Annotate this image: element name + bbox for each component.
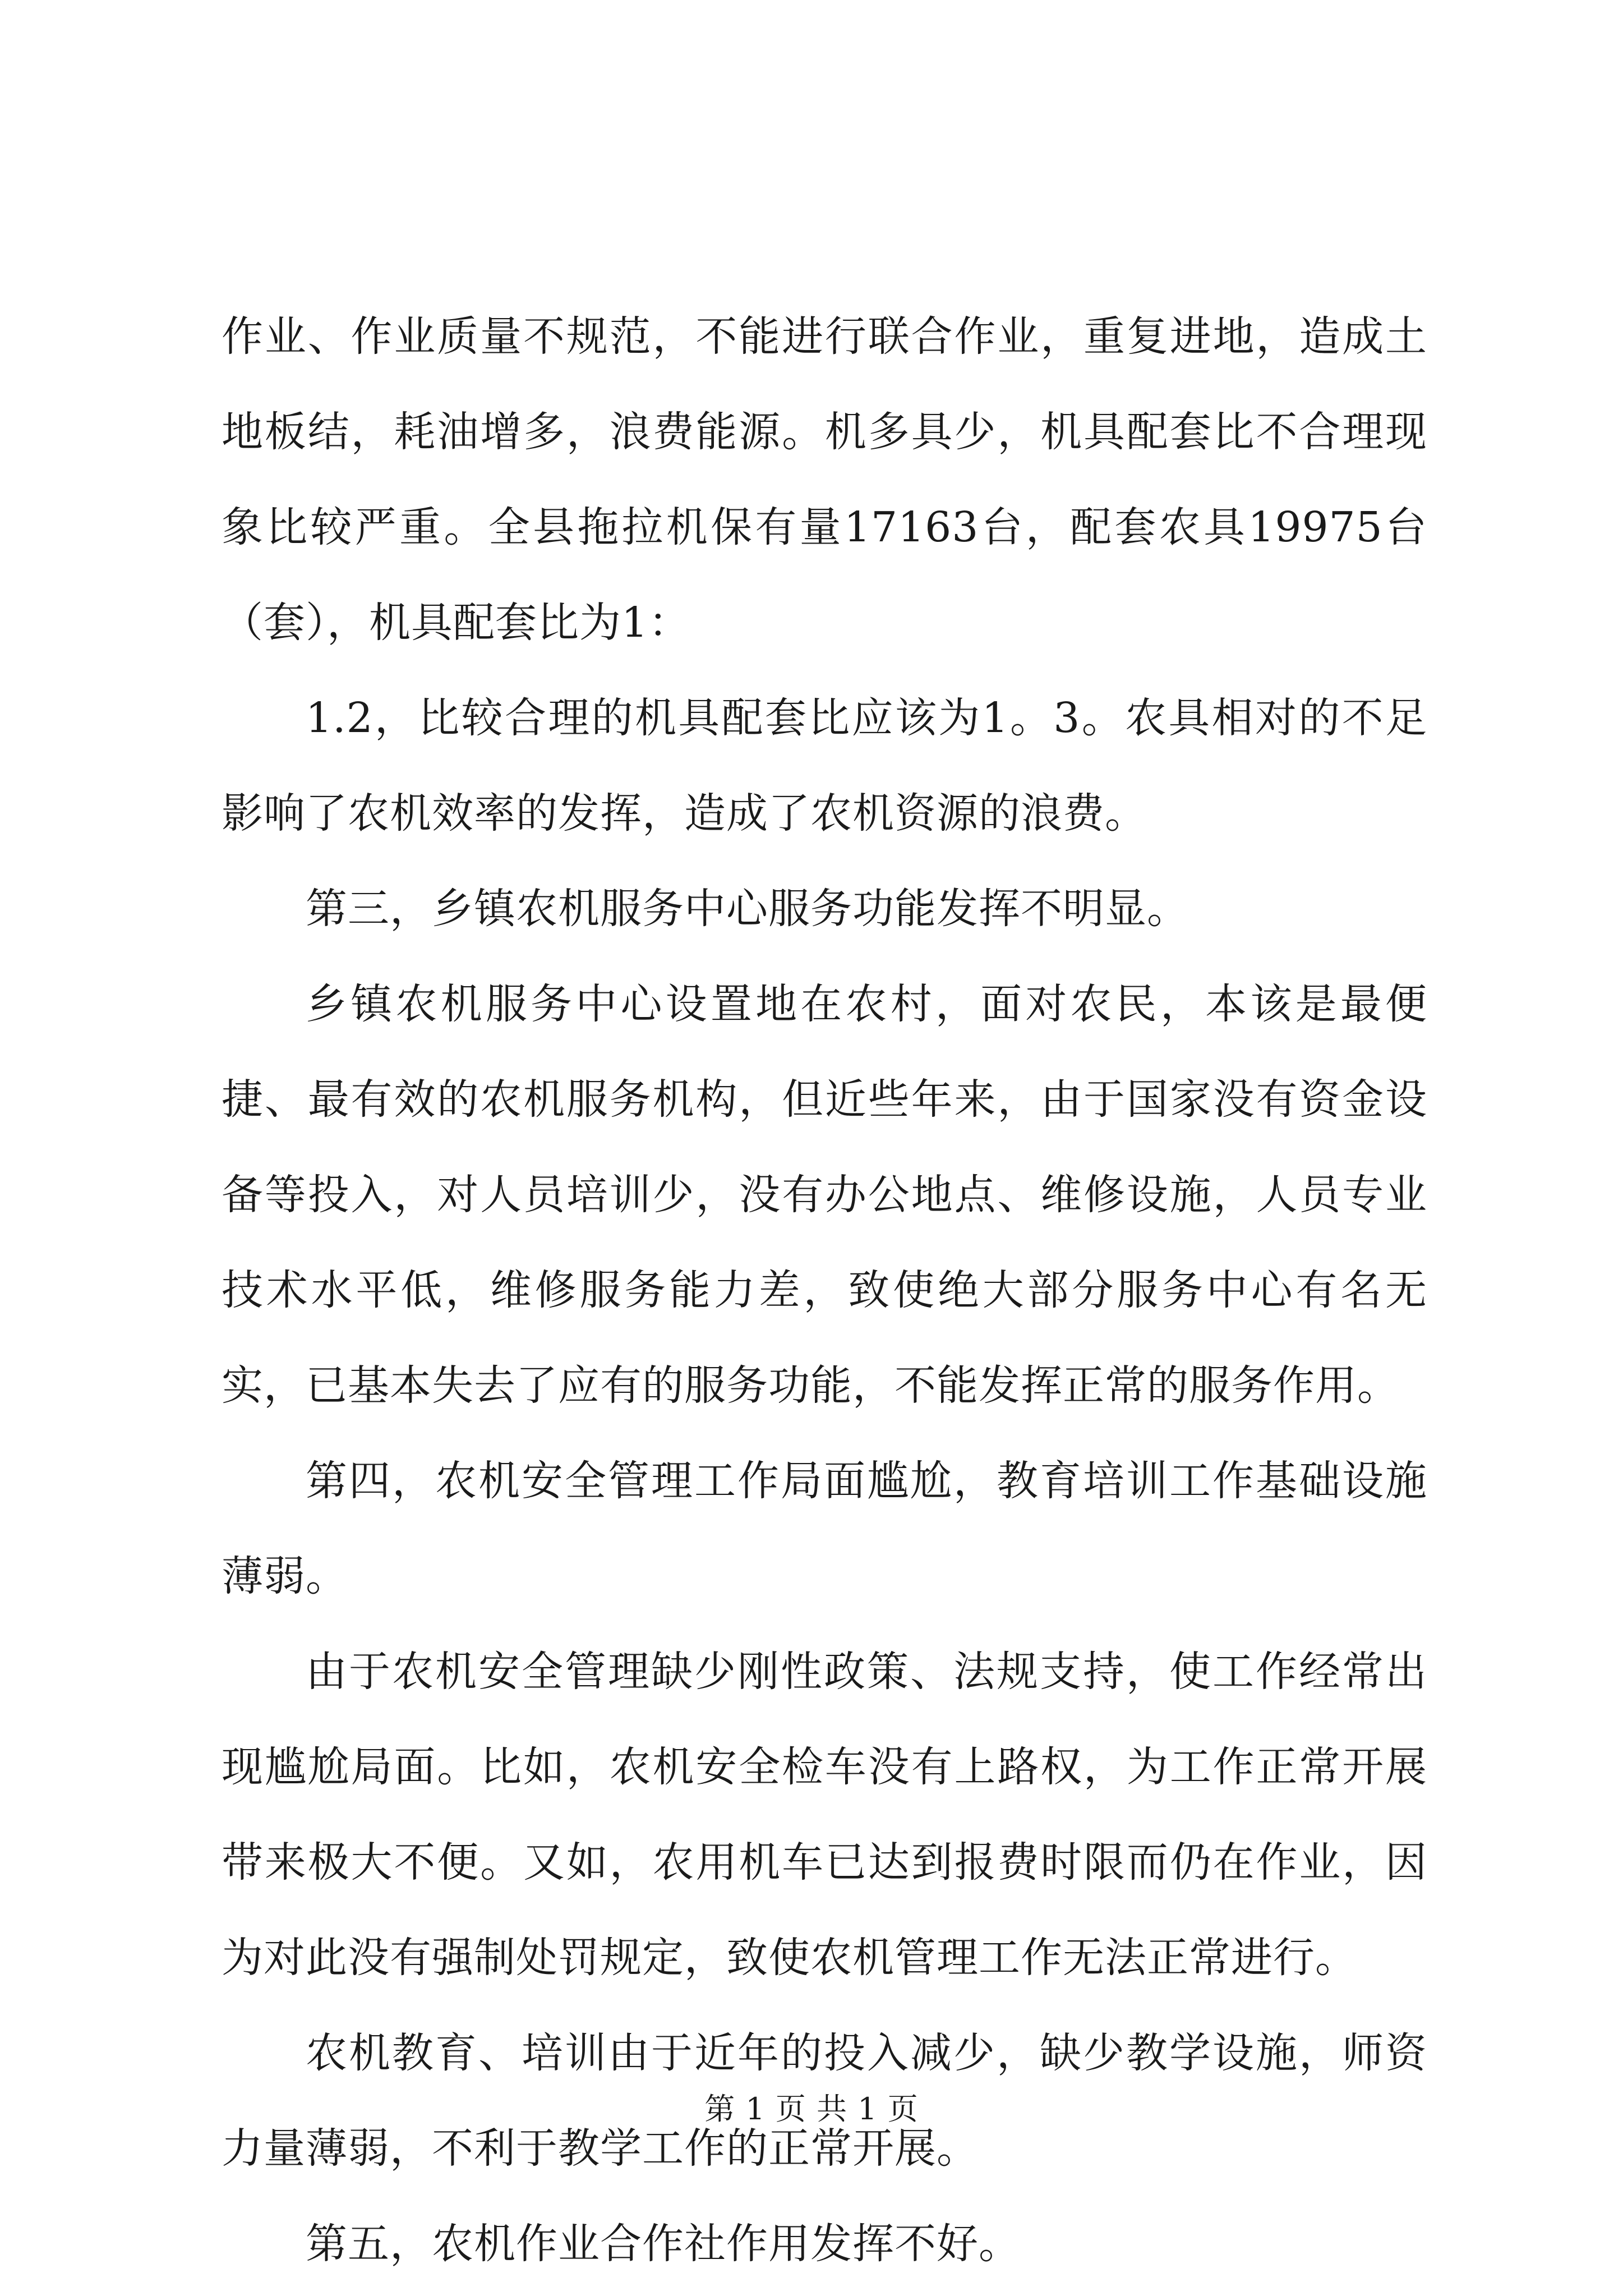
- document-body: [222, 289, 1427, 2292]
- paragraph: 第三，乡镇农机服务中心服务功能发挥不明显。: [306, 885, 1189, 933]
- paragraph: 第四，农机安全管理工作局面尴尬，教育培训工作基础设施薄弱。: [222, 1457, 1427, 1600]
- paragraph: 农机教育、培训由于近年的投入减少，缺少教学设施，师资力量薄弱，不利于教学工作的正常开展。: [222, 2029, 1427, 2173]
- paragraph: 由于农机安全管理缺少刚性政策、法规支持，使工作经常出现尴尬局面。比如，农机安全检车没有上路权，为工作正常开展带来极大不便。又如，农用机车已达到报费时限而仍在作业，因为对此没有强制处罚规定，致使农机管理工作无法正常进行。: [222, 1648, 1427, 1982]
- paragraph: 第五，农机作业合作社作用发挥不好。: [306, 2220, 1021, 2268]
- paragraph: 乡镇农机服务中心设置地在农村，面对农民，本该是最便捷、最有效的农机服务机构，但近些年来，由于国家没有资金设备等投入，对人员培训少，没有办公地点、维修设施，人员专业技术水平低，维修服务能力差，致使绝大部分服务中心有名无实，已基本失去了应有的服务功能，不能发挥正常的服务作用。: [222, 980, 1427, 1410]
- page-footer: 第 1 页 共 1 页: [704, 2091, 919, 2127]
- paragraph: 1.2，比较合理的机具配套比应该为1。3。农具相对的不足影响了农机效率的发挥，造成了农机资源的浪费。: [222, 694, 1427, 838]
- paragraph: 作业、作业质量不规范，不能进行联合作业，重复进地，造成土地板结，耗油增多，浪费能源。机多具少，机具配套比不合理现象比较严重。全县拖拉机保有量17163台，配套农具19975台（套），机具配套比为1：: [222, 312, 1427, 647]
